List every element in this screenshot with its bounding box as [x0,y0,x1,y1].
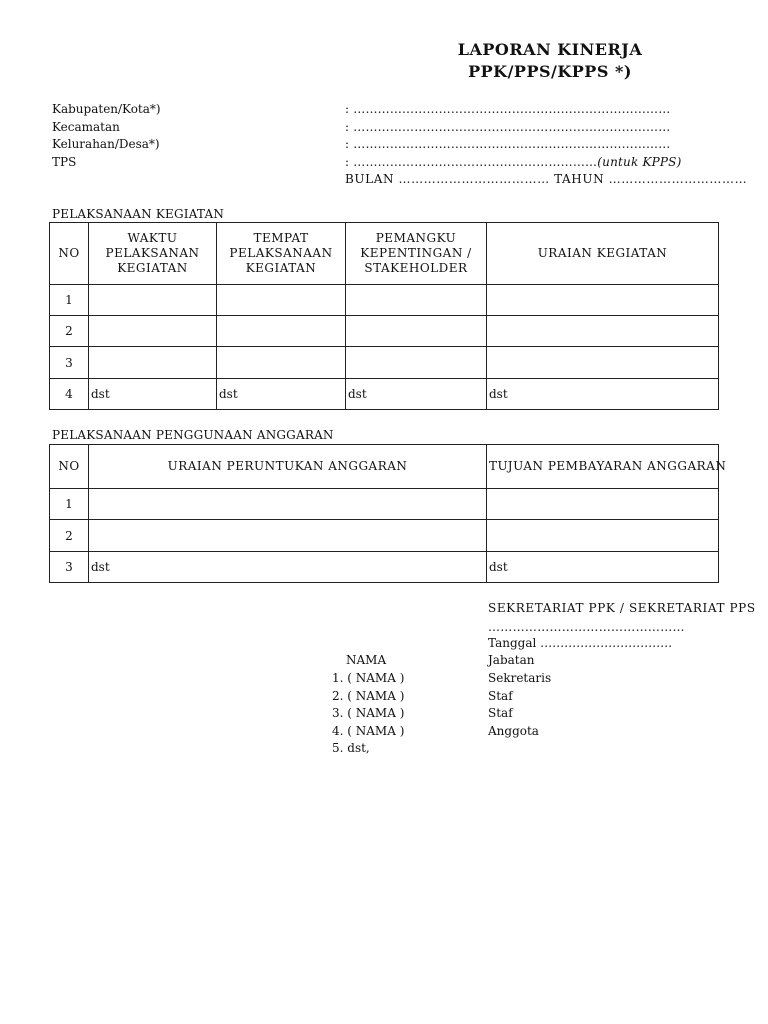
cell-tempat[interactable] [217,285,346,316]
nama-item: 1. ( NAMA ) [332,671,405,685]
cell-tempat[interactable] [217,347,346,379]
table-row [50,520,719,552]
kegiatan-header-waktu: WAKTU PELAKSANAN KEGIATAN [89,223,217,285]
tps-note: (untuk KPPS) [597,155,682,169]
cell-uraian-anggaran[interactable] [89,520,487,552]
cell-tujuan-pembayaran[interactable]: dst [487,552,719,583]
row-no: 2 [50,520,89,552]
cell-tempat[interactable]: dst [217,379,346,410]
nama-item: 4. ( NAMA ) [332,724,405,738]
cell-uraian-anggaran[interactable]: dst [89,552,487,583]
sekretariat-dots: ………………………………………… [488,620,685,634]
row-no: 1 [50,489,89,520]
anggaran-header-row [50,445,719,489]
nama-item: 3. ( NAMA ) [332,706,405,720]
report-title: LAPORAN KINERJA [457,40,643,59]
row-no: 2 [50,316,89,347]
cell-uraian[interactable] [487,316,719,347]
sekretariat-label: SEKRETARIAT PPK / SEKRETARIAT PPS [488,601,756,615]
kegiatan-header-uraian: URAIAN KEGIATAN [487,223,719,285]
table-row [50,316,719,347]
table-row [50,489,719,520]
cell-waktu[interactable]: dst [89,379,217,410]
cell-tujuan-pembayaran[interactable] [487,520,719,552]
kegiatan-header-row [50,223,719,285]
value-kelurahan: : …………………………………………………………………… [345,137,671,151]
cell-waktu[interactable] [89,347,217,379]
value-tps [345,154,681,171]
tanggal-line: Tanggal …………………………… [488,636,673,650]
cell-pemangku[interactable] [346,316,487,347]
jabatan-item: Anggota [488,724,539,738]
cell-waktu[interactable] [89,316,217,347]
jabatan-item: Staf [488,706,513,720]
cell-waktu[interactable] [89,285,217,316]
kegiatan-header-pemangku: PEMANGKU KEPENTINGAN / STAKEHOLDER [346,223,487,285]
cell-tempat[interactable] [217,316,346,347]
row-no: 4 [50,379,89,410]
cell-uraian[interactable]: dst [487,379,719,410]
cell-pemangku[interactable]: dst [346,379,487,410]
cell-uraian-anggaran[interactable] [89,489,487,520]
nama-item: 5. dst, [332,741,370,755]
label-kecamatan: Kecamatan [52,120,120,134]
row-no: 3 [50,552,89,583]
jabatan-heading: Jabatan [488,653,535,667]
row-no: 3 [50,347,89,379]
cell-tujuan-pembayaran[interactable] [487,489,719,520]
section-title-anggaran: PELAKSANAAN PENGGUNAAN ANGGARAN [52,428,334,442]
value-kabupaten: : …………………………………………………………………… [345,102,671,116]
kegiatan-header-no: NO [50,223,89,285]
table-row [50,285,719,316]
kegiatan-table [49,222,719,410]
value-tps-dots: : …………………………………………………… [345,155,598,169]
jabatan-item: Sekretaris [488,671,552,685]
anggaran-header-tujuan: TUJUAN PEMBAYARAN ANGGARAN [487,445,719,489]
report-subtitle: PPK/PPS/KPPS *) [468,62,632,81]
cell-pemangku[interactable] [346,285,487,316]
label-kelurahan: Kelurahan/Desa*) [52,137,160,151]
cell-uraian[interactable] [487,285,719,316]
label-kabupaten: Kabupaten/Kota*) [52,102,161,116]
cell-pemangku[interactable] [346,347,487,379]
anggaran-header-no: NO [50,445,89,489]
label-tps: TPS [52,155,77,169]
table-row [50,347,719,379]
cell-uraian[interactable] [487,347,719,379]
nama-item: 2. ( NAMA ) [332,689,405,703]
nama-heading: NAMA [346,653,387,667]
table-row [50,379,719,410]
table-row [50,552,719,583]
anggaran-table [49,444,727,583]
jabatan-item: Staf [488,689,513,703]
kegiatan-header-tempat: TEMPAT PELAKSANAAN KEGIATAN [217,223,346,285]
bulan-tahun-line: BULAN ……………………………… TAHUN …………………………… [345,172,748,186]
section-title-kegiatan: PELAKSANAAN KEGIATAN [52,207,225,221]
value-kecamatan: : …………………………………………………………………… [345,120,671,134]
row-no: 1 [50,285,89,316]
anggaran-header-uraian: URAIAN PERUNTUKAN ANGGARAN [89,445,487,489]
